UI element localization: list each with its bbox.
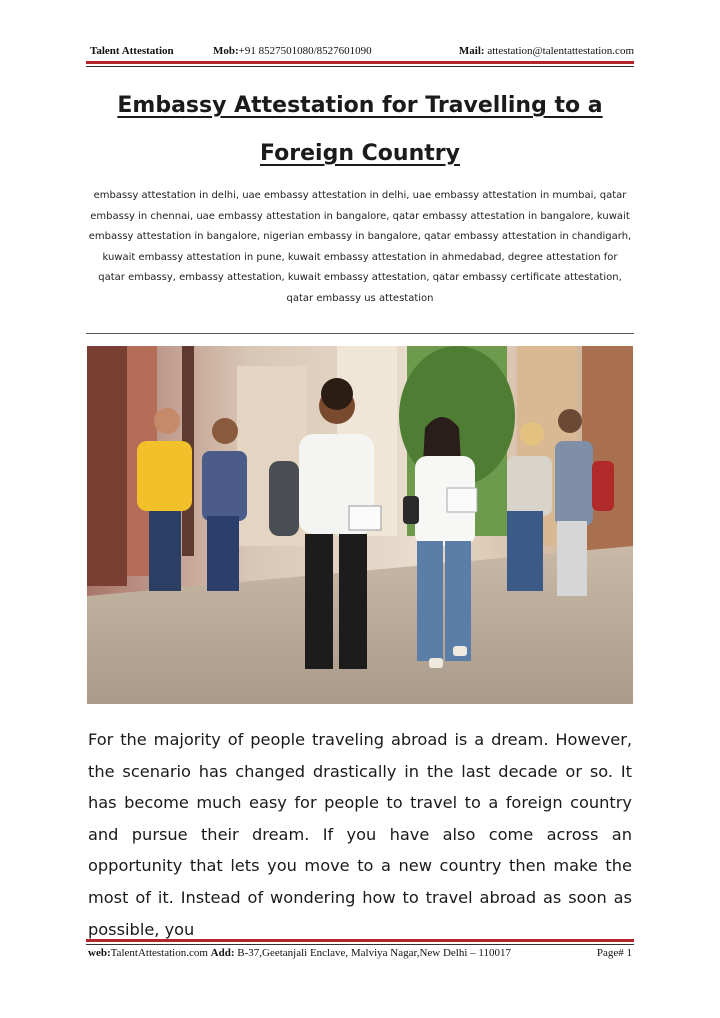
footer-info (88, 946, 511, 960)
page-header (88, 44, 634, 58)
footer-rule-red (86, 939, 634, 942)
email-value: attestation@talentattestation.com (487, 45, 634, 57)
page-title-line2: Foreign Country (260, 141, 460, 166)
header-rule-red (86, 61, 634, 64)
header-rule-dark (86, 66, 634, 67)
address-label: Add: (210, 947, 235, 959)
phone-value: +91 8527501080/8527601090 (238, 45, 372, 57)
header-phone (213, 44, 372, 58)
section-divider (86, 333, 634, 334)
footer-rule-dark (86, 944, 634, 945)
phone-label: Mob: (213, 45, 239, 57)
header-brand: Talent Attestation (90, 45, 174, 57)
page-title-line1: Embassy Attestation for Travelling to a (117, 93, 603, 118)
students-walking-photo (87, 346, 633, 704)
body-paragraph: For the majority of people traveling abroad is a dream. However, the scenario has changed drastically in the last decade or so. It has become much easy for people to travel to a foreign country and pursue their dream. If you have also come across an opportunity that lets you move to a new country then make the most of it. Instead of wondering how to travel abroad as soon as possible, you (88, 730, 632, 939)
keywords-paragraph: embassy attestation in delhi, uae embassy attestation in delhi, uae embassy attestation in mumbai, qatar embassy in chennai, uae embassy attestation in bangalore, qatar embassy attestation in bangalore, kuwait embassy attestation in bangalore, nigerian embassy in bangalore, qatar embassy attestation in chandigarh, kuwait embassy attestation in pune, kuwait embassy attestation in ahmedabad, degree attestation for qatar embassy, embassy attestation, kuwait embassy attestation, qatar embassy certificate attestation, qatar embassy us attestation (88, 190, 632, 304)
page-number: Page# 1 (596, 947, 632, 959)
address-value: B-37,Geetanjali Enclave, Malviya Nagar,New Delhi – 110017 (237, 947, 512, 959)
web-label: web: (88, 947, 111, 959)
web-value: TalentAttestation.com (110, 947, 208, 959)
header-email (459, 44, 634, 58)
email-label: Mail: (458, 45, 485, 57)
